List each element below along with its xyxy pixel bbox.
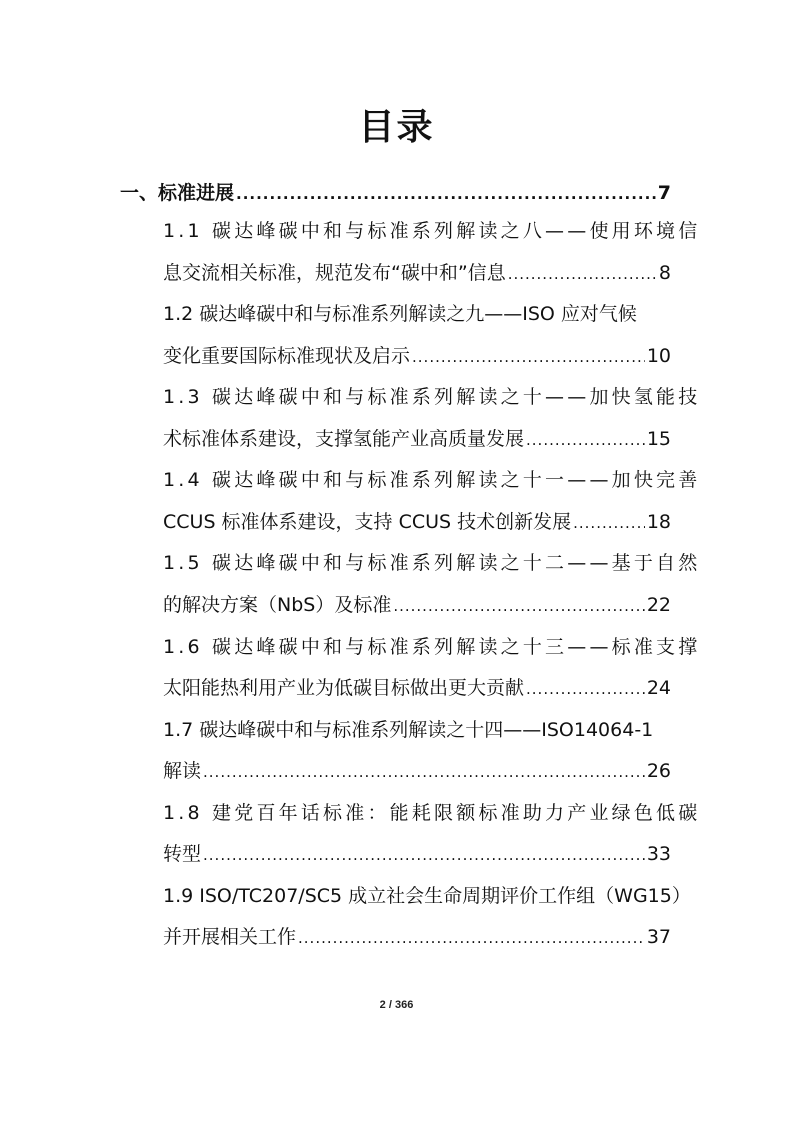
toc-entry-1-6-line2[interactable] <box>163 675 671 702</box>
toc-entry-1-8-line1[interactable] <box>163 800 701 826</box>
toc-entry-1-3-line1[interactable] <box>163 384 701 410</box>
toc-leader-dots <box>526 427 645 453</box>
toc-section-page: 7 <box>657 182 671 204</box>
toc-entry-page: 24 <box>646 677 671 699</box>
toc-entry-1-3-line2[interactable] <box>163 426 671 453</box>
toc-entry-1-4-line2[interactable] <box>163 509 671 536</box>
toc-leader-dots <box>203 842 645 868</box>
toc-entry-1-9-line2[interactable] <box>163 924 671 951</box>
toc-entry-1-1-line1[interactable] <box>163 218 701 244</box>
toc-leader-dots <box>508 261 657 287</box>
toc-entry-title: 1.4 碳达峰碳中和与标准系列解读之十一——加快完善 <box>163 469 701 491</box>
toc-entry-page: 10 <box>646 345 671 367</box>
toc-entry-1-7-line1[interactable] <box>163 717 671 743</box>
toc-leader-dots <box>393 593 644 619</box>
toc-entry-page: 22 <box>646 594 671 616</box>
toc-entry-1-6-line1[interactable] <box>163 634 701 660</box>
toc-entry-title: 1.3 碳达峰碳中和与标准系列解读之十——加快氢能技 <box>163 386 701 408</box>
toc-entry-title: 1.6 碳达峰碳中和与标准系列解读之十三——标准支撑 <box>163 636 701 658</box>
toc-entry-page: 8 <box>658 262 671 284</box>
toc-entry-title: 1.9 ISO/TC207/SC5 成立社会生命周期评价工作组（WG15） <box>163 885 691 907</box>
toc-leader-dots <box>573 510 645 536</box>
toc-entry-1-1-line2[interactable] <box>163 260 671 287</box>
toc-entry-title-cont: 变化重要国际标准现状及启示 <box>163 345 411 367</box>
toc-entry-1-5-line1[interactable] <box>163 550 701 576</box>
toc-entry-1-2-line1[interactable] <box>163 301 671 327</box>
toc-entry-title: 1.8 建党百年话标准：能耗限额标准助力产业绿色低碳 <box>163 802 701 824</box>
toc-entry-title-cont: 的解决方案（NbS）及标准 <box>163 594 392 616</box>
toc-entry-page: 15 <box>646 428 671 450</box>
toc-leader-dots <box>203 759 645 785</box>
toc-section-standards-progress[interactable] <box>120 180 671 207</box>
toc-leader-dots <box>526 676 645 702</box>
toc-entry-title-cont: 解读 <box>163 760 202 782</box>
toc-leader-dots <box>412 344 645 370</box>
toc-entry-1-5-line2[interactable] <box>163 592 671 619</box>
toc-entry-title: 1.7 碳达峰碳中和与标准系列解读之十四——ISO14064-1 <box>163 719 654 741</box>
toc-entry-page: 26 <box>646 760 671 782</box>
toc-entry-1-2-line2[interactable] <box>163 343 671 370</box>
toc-entry-title-cont: CCUS 标准体系建设，支持 CCUS 技术创新发展 <box>163 511 572 533</box>
toc-section-label: 一、标准进展 <box>120 182 235 204</box>
toc-entry-title: 1.2 碳达峰碳中和与标准系列解读之九——ISO 应对气候 <box>163 303 637 325</box>
toc-entry-title: 1.1 碳达峰碳中和与标准系列解读之八——使用环境信 <box>163 220 701 242</box>
toc-entry-1-8-line2[interactable] <box>163 841 671 868</box>
toc-entry-page: 18 <box>646 511 671 533</box>
toc-leader-dots <box>298 925 645 951</box>
toc-entry-title-cont: 术标准体系建设，支撑氢能产业高质量发展 <box>163 428 525 450</box>
toc-entry-title-cont: 太阳能热利用产业为低碳目标做出更大贡献 <box>163 677 525 699</box>
toc-entry-title-cont: 息交流相关标准，规范发布“碳中和”信息 <box>163 262 506 284</box>
toc-entry-page: 37 <box>646 926 671 948</box>
toc-leader-dots <box>236 181 656 207</box>
page-number-footer: 2 / 366 <box>379 999 414 1011</box>
toc-entry-1-4-line1[interactable] <box>163 467 701 493</box>
toc-entry-1-7-line2[interactable] <box>163 758 671 785</box>
toc-entry-title: 1.5 碳达峰碳中和与标准系列解读之十二——基于自然 <box>163 552 701 574</box>
toc-entry-1-9-line1[interactable] <box>163 883 691 909</box>
toc-entry-title-cont: 转型 <box>163 843 202 865</box>
page-title: 目录 <box>358 107 435 148</box>
toc-entry-page: 33 <box>646 843 671 865</box>
toc-entry-title-cont: 并开展相关工作 <box>163 926 297 948</box>
